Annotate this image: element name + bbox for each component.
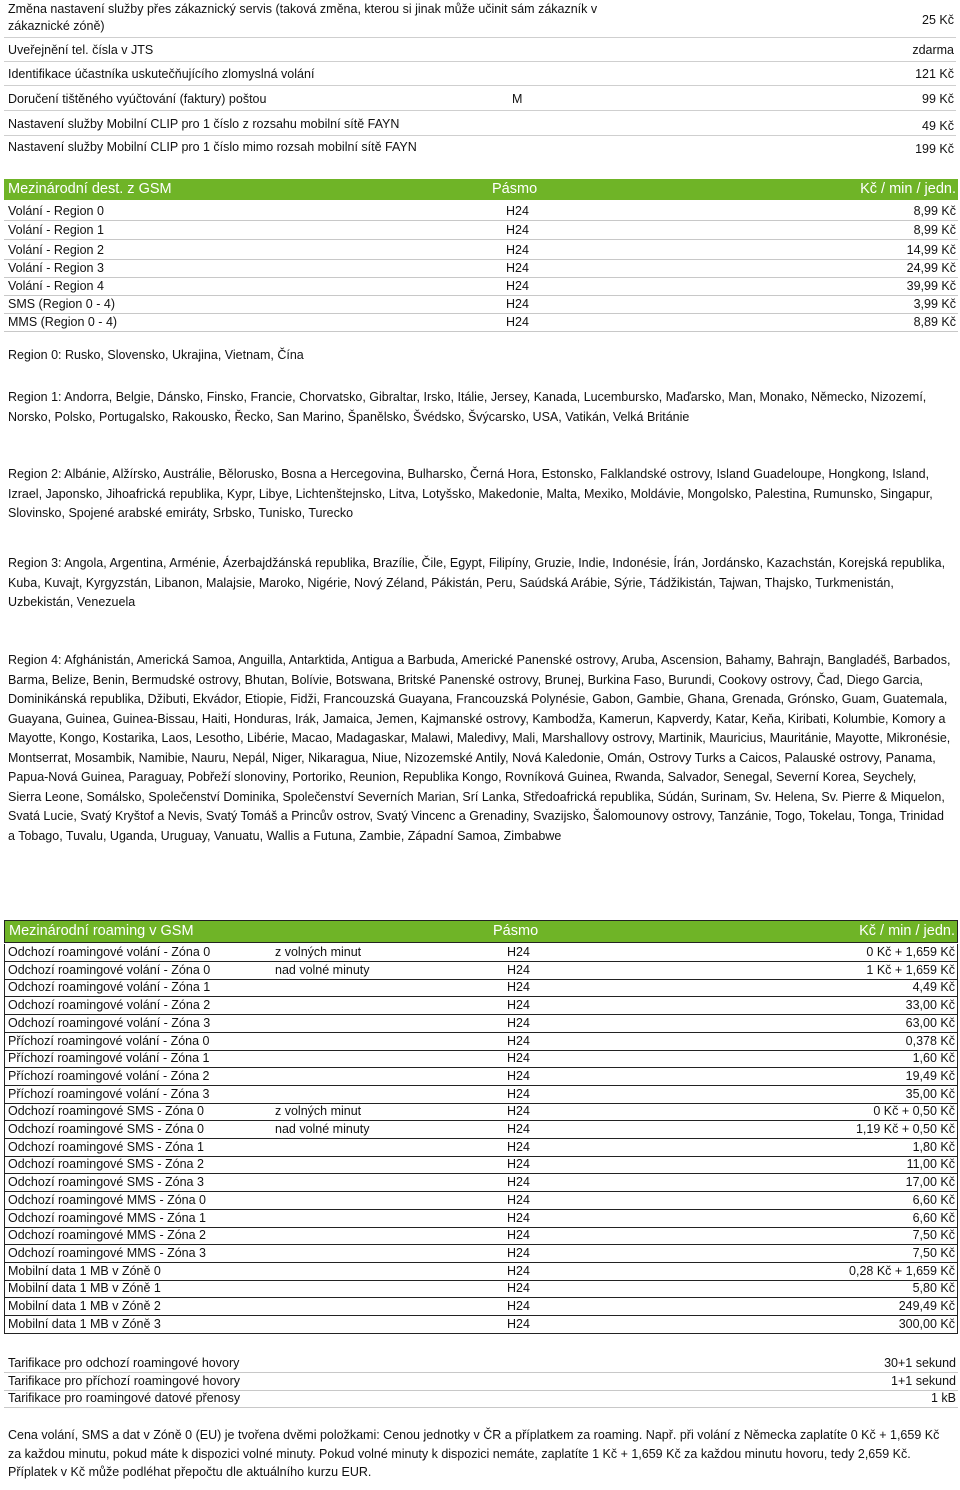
- roaming-row-name: Příchozí roamingové volání - Zóna 2: [8, 1068, 210, 1083]
- roaming-row-zone: H24: [507, 1033, 530, 1048]
- roaming-row: [4, 1086, 958, 1104]
- roaming-row-price: 5,80 Kč: [912, 1281, 955, 1296]
- billing-row: [4, 1354, 958, 1373]
- roaming-row-price: 0 Kč + 1,659 Kč: [866, 945, 955, 959]
- roaming-row: [4, 1139, 958, 1157]
- intl-row-price: 14,99 Kč: [906, 243, 956, 257]
- intl-row-price: 3,99 Kč: [913, 297, 956, 311]
- roaming-row-name: Mobilní data 1 MB v Zóně 2: [8, 1299, 161, 1313]
- fee-row: [4, 64, 956, 86]
- roaming-row-name: Mobilní data 1 MB v Zóně 1: [8, 1281, 161, 1296]
- roaming-row: [4, 1210, 958, 1228]
- roaming-row-note: z volných minut: [275, 945, 362, 959]
- fee-row: [4, 0, 956, 38]
- billing-name: Tarifikace pro odchozí roamingové hovory: [8, 1356, 240, 1370]
- intl-row: [4, 221, 958, 240]
- intl-row: [4, 241, 958, 260]
- roaming-row-name: Odchozí roamingové SMS - Zóna 2: [8, 1157, 204, 1172]
- roaming-row-zone: H24: [507, 945, 530, 959]
- fee-value: 99 Kč: [922, 92, 954, 106]
- roaming-header-col1: Mezinárodní roaming v GSM: [9, 923, 194, 939]
- roaming-row-price: 63,00 Kč: [905, 1015, 955, 1030]
- intl-row-price: 8,99 Kč: [913, 204, 956, 218]
- roaming-row-price: 0,28 Kč + 1,659 Kč: [849, 1263, 955, 1278]
- roaming-row-price: 1,80 Kč: [912, 1139, 955, 1154]
- intl-header: [4, 179, 958, 200]
- fee-mid: M: [512, 92, 523, 106]
- roaming-row: [4, 997, 958, 1015]
- roaming-row-zone: H24: [507, 998, 530, 1013]
- roaming-row-name: Odchozí roamingové volání - Zóna 0: [8, 945, 211, 959]
- roaming-header-col2: Pásmo: [493, 923, 539, 939]
- roaming-row-name: Odchozí roamingové SMS - Zóna 0: [8, 1122, 204, 1136]
- roaming-row-zone: H24: [507, 1104, 530, 1119]
- region-2-text: Region 2: Albánie, Alžírsko, Austrálie, Bělorusko, Bosna a Hercegovina, Bulharsko, Černá Hora, Estonsko, Falklandské ostrovy, Island Guadeloupe, Hongkong, Island, Izrael, Japonsko, Jihoafrická republika, Kypr, Libye, Lichtenštejnsko, Litva, Lotyšsko, Makedonie, Malta, Mexiko, Moldávie, Mongolsko, Palestina, Rumunsko, Singapur, Slovinsko, Spojené arabské emiráty, Srbsko, Tunisko, Turecko: [8, 467, 933, 520]
- roaming-row-price: 7,50 Kč: [912, 1245, 955, 1260]
- roaming-row-zone: H24: [507, 1263, 530, 1278]
- roaming-row-zone: H24: [507, 1281, 530, 1296]
- intl-row-price: 8,99 Kč: [913, 223, 956, 237]
- roaming-row-name: Odchozí roamingové MMS - Zóna 1: [8, 1210, 206, 1225]
- region-1-text: Region 1: Andorra, Belgie, Dánsko, Finsko, Francie, Chorvatsko, Gibraltar, Irsko, Itálie, Jersey, Kanada, Lucembursko, Maďarsko, Man, Monako, Německo, Nizozemí, Norsko, Polsko, Portugalsko, Rakousko, Řecko, San Marino, Španělsko, Švédsko, Švýcarsko, USA, Vatikán, Velká Británie: [8, 390, 927, 424]
- intl-row-name: Volání - Region 0: [8, 204, 104, 218]
- billing-value: 1+1 sekund: [891, 1374, 956, 1388]
- roaming-row-name: Odchozí roamingové MMS - Zóna 3: [8, 1245, 206, 1260]
- roaming-row: [4, 1316, 958, 1334]
- intl-row: [4, 202, 958, 221]
- roaming-row-price: 17,00 Kč: [905, 1175, 955, 1190]
- intl-row: [4, 313, 958, 332]
- roaming-row: [4, 962, 958, 980]
- intl-row-zone: H24: [506, 315, 529, 329]
- roaming-row-name: Odchozí roamingové volání - Zóna 0: [8, 962, 211, 977]
- roaming-row-price: 33,00 Kč: [905, 998, 955, 1013]
- roaming-row-zone: H24: [507, 1157, 530, 1172]
- fee-value: 49 Kč: [922, 119, 954, 133]
- roaming-row-name: Odchozí roamingové volání - Zóna 3: [8, 1015, 211, 1030]
- roaming-row: [4, 1192, 958, 1210]
- intl-row-zone: H24: [506, 297, 529, 311]
- roaming-row-price: 6,60 Kč: [912, 1192, 955, 1207]
- fee-row: [4, 40, 956, 62]
- intl-header-col2: Pásmo: [492, 181, 538, 197]
- roaming-row-zone: H24: [507, 1175, 530, 1190]
- roaming-row-price: 249,49 Kč: [898, 1299, 955, 1313]
- roaming-row-price: 0,378 Kč: [905, 1033, 955, 1048]
- roaming-row: [4, 1263, 958, 1281]
- roaming-row: [4, 1068, 958, 1086]
- roaming-row-name: Odchozí roamingové SMS - Zóna 0: [8, 1104, 204, 1119]
- roaming-row-name: Odchozí roamingové MMS - Zóna 0: [8, 1192, 206, 1207]
- roaming-row: [4, 1174, 958, 1192]
- roaming-header-col3: Kč / min / jedn.: [859, 923, 955, 939]
- roaming-row-zone: H24: [507, 1228, 530, 1243]
- roaming-row-price: 7,50 Kč: [912, 1228, 955, 1243]
- intl-row-price: 39,99 Kč: [906, 279, 956, 293]
- roaming-row-name: Odchozí roamingové volání - Zóna 2: [8, 998, 211, 1013]
- billing-name: Tarifikace pro příchozí roamingové hovory: [8, 1374, 241, 1388]
- roaming-row-name: Mobilní data 1 MB v Zóně 0: [8, 1263, 161, 1278]
- intl-row-zone: H24: [506, 279, 529, 293]
- roaming-row-note: z volných minut: [275, 1104, 362, 1119]
- roaming-row-price: 11,00 Kč: [906, 1157, 955, 1172]
- roaming-row-name: Odchozí roamingové SMS - Zóna 3: [8, 1175, 204, 1190]
- roaming-row-name: Příchozí roamingové volání - Zóna 0: [8, 1033, 210, 1048]
- roaming-row-zone: H24: [507, 1086, 530, 1101]
- fee-value: 199 Kč: [915, 142, 954, 156]
- roaming-row-zone: H24: [507, 1051, 530, 1066]
- fee-label: Nastavení služby Mobilní CLIP pro 1 číslo mimo rozsah mobilní sítě FAYN: [8, 140, 417, 154]
- intl-row-price: 8,89 Kč: [913, 315, 956, 329]
- roaming-row-price: 6,60 Kč: [912, 1210, 955, 1225]
- intl-row-zone: H24: [506, 261, 529, 275]
- intl-row: [4, 277, 958, 296]
- roaming-row: [4, 1156, 958, 1174]
- region-3-text: Region 3: Angola, Argentina, Arménie, Ázerbajdžánská republika, Brazílie, Čile, Egypt, Filipíny, Gruzie, Indie, Indonésie, Írán, Jordánsko, Kazachstán, Korejská republika, Kuba, Kuvajt, Kyrgyzstán, Libanon, Malajsie, Maroko, Nigérie, Nový Zéland, Pákistán, Peru, Saúdská Arábie, Sýrie, Tádžikistán, Tajwan, Thajsko, Turkmenistán, Uzbekistán, Venezuela: [8, 556, 946, 609]
- fee-value: 121 Kč: [915, 67, 954, 81]
- billing-value: 30+1 sekund: [884, 1356, 956, 1370]
- region-4-text: Region 4: Afghánistán, Americká Samoa, Anguilla, Antarktida, Antigua a Barbuda, Americké Panenské ostrovy, Aruba, Ascension, Bahamy, Bahrajn, Bangladéš, Barbados, Barma, Belize, Benin, Bermudské ostrovy, Bhutan, Bolívie, Botswana, Britské Panenské ostrovy, Brunej, Burkina Faso, Burundi, Cookovy ostrovy, Čad, Diego Garcia, Dominikánská republika, Džibuti, Ekvádor, Etiopie, Fidži, Francouzská Guayana, Francouzská Polynésie, Gabon, Gambie, Ghana, Grenada, Grónsko, Guam, Guatemala, Guayana, Guinea, Guinea-Bissau, Haiti, Honduras, Irák, Jamaica, Jemen, Kajmanské ostrovy, Kambodža, Kamerun, Kapverdy, Katar, Keňa, Kiribati, Kolumbie, Komory a Mayotte, Kongo, Kostarika, Laos, Lesotho, Libérie, Macao, Madagaskar, Malawi, Maledivy, Mali, Marshallovy ostrovy, Martinik, Mauricius, Mauritánie, Mayotte, Mikronésie, Montserrat, Mosambik, Namibie, Nauru, Nepál, Niger, Nikaragua, Niue, Nizozemské Antily, Nová Kaledonie, Omán, Ostrovy Turks a Caicos, Palauské ostrovy, Panama, Papua-Nová Guinea, Paraguay, Pobřeží slonoviny, Portoriko, Reunion, Republika Kongo, Rovníková Guinea, Rwanda, Salvador, Senegal, Severní Korea, Seychely, Sierra Leone, Somálsko, Společenství Dominika, Společenství Severních Marian, Srí Lanka, Středoafrická republika, Súdán, Surinam, Sv. Helena, Sv. Pierre & Miquelon, Svatá Lucie, Svatý Kryštof a Nevis, Svatý Tomáš a Princův ostrov, Svatý Vincenc a Grenadiny, Svazijsko, Šalomounovy ostrovy, Tanzánie, Togo, Tokelau, Tonga, Trinidad a Tobago, Tuvalu, Uganda, Uruguay, Vanuatu, Wallis a Futuna, Zambie, Západní Samoa, Zimbabwe: [8, 653, 951, 843]
- roaming-row-price: 35,00 Kč: [905, 1086, 955, 1101]
- roaming-row-name: Odchozí roamingové SMS - Zóna 1: [8, 1139, 204, 1154]
- roaming-row-name: Odchozí roamingové volání - Zóna 1: [8, 980, 211, 995]
- fee-row: [4, 138, 956, 163]
- intl-row-zone: H24: [506, 243, 529, 257]
- fee-label: Nastavení služby Mobilní CLIP pro 1 číslo z rozsahu mobilní sítě FAYN: [8, 117, 400, 131]
- roaming-row: [4, 1050, 958, 1068]
- billing-name: Tarifikace pro roamingové datové přenosy: [8, 1391, 241, 1405]
- fee-label: Doručení tištěného vyúčtování (faktury) poštou: [8, 92, 267, 106]
- fee-row: [4, 113, 956, 136]
- roaming-row-price: 1 Kč + 1,659 Kč: [866, 962, 955, 977]
- roaming-row-note: nad volné minuty: [275, 962, 370, 977]
- roaming-row-name: Příchozí roamingové volání - Zóna 1: [8, 1051, 210, 1066]
- roaming-row-zone: H24: [507, 1299, 530, 1313]
- intl-header-col1: Mezinárodní dest. z GSM: [8, 181, 172, 197]
- roaming-row: [4, 1015, 958, 1033]
- fee-value: 25 Kč: [922, 13, 954, 27]
- roaming-row: [4, 1280, 958, 1298]
- intl-row-name: Volání - Region 1: [8, 223, 104, 237]
- fee-label: Identifikace účastníka uskutečňujícího zlomyslná volání: [8, 67, 315, 81]
- roaming-row-zone: H24: [507, 1316, 530, 1331]
- roaming-row-zone: H24: [507, 1139, 530, 1154]
- roaming-row-name: Mobilní data 1 MB v Zóně 3: [8, 1316, 161, 1331]
- roaming-row-price: 0 Kč + 0,50 Kč: [873, 1104, 955, 1119]
- roaming-row-zone: H24: [507, 1210, 530, 1225]
- roaming-header: [4, 920, 958, 943]
- roaming-row: [4, 1298, 958, 1316]
- roaming-row-zone: H24: [507, 1015, 530, 1030]
- fee-value: zdarma: [912, 43, 954, 57]
- intl-row-name: SMS (Region 0 - 4): [8, 297, 115, 311]
- region-0-text: Region 0: Rusko, Slovensko, Ukrajina, Vietnam, Čína: [8, 348, 304, 362]
- intl-row-name: MMS (Region 0 - 4): [8, 315, 118, 329]
- intl-row-zone: H24: [506, 223, 529, 237]
- roaming-row: [4, 944, 958, 962]
- roaming-row-name: Příchozí roamingové volání - Zóna 3: [8, 1086, 210, 1101]
- roaming-row-zone: H24: [507, 980, 530, 995]
- roaming-row-price: 1,60 Kč: [912, 1051, 955, 1066]
- roaming-row: [4, 1245, 958, 1263]
- intl-row-price: 24,99 Kč: [906, 261, 956, 275]
- intl-row: [4, 295, 958, 314]
- billing-row: [4, 1389, 958, 1408]
- footnote: Cena volání, SMS a dat v Zóně 0 (EU) je tvořena dvěmi položkami: Cenou jednotky v ČR a příplatkem za roaming. Např. při volání z Německa zaplatíte 0 Kč + 1,659 Kč za každou minutu, pokud máte k dispozici volné minuty. Pokud volné minuty k dispozici nemáte, zaplatíte 1 Kč + 1,659 Kč za každou minutu hovoru, tedy 2,659 Kč. Příplatek v Kč může podléhat přepočtu dle aktuálního kurzu EUR.: [8, 1428, 940, 1479]
- intl-row-name: Volání - Region 3: [8, 261, 104, 275]
- roaming-row-zone: H24: [507, 1068, 530, 1083]
- roaming-row-price: 4,49 Kč: [912, 980, 955, 995]
- roaming-row-zone: H24: [507, 1245, 530, 1260]
- roaming-row: [4, 1103, 958, 1121]
- intl-row-name: Volání - Region 4: [8, 279, 104, 293]
- intl-row-name: Volání - Region 2: [8, 243, 104, 257]
- roaming-row-name: Odchozí roamingové MMS - Zóna 2: [8, 1228, 206, 1243]
- roaming-row: [4, 1033, 958, 1051]
- roaming-row-price: 1,19 Kč + 0,50 Kč: [855, 1122, 955, 1136]
- fee-label: Změna nastavení služby přes zákaznický servis (taková změna, kterou si jinak může učinit sám zákazník v zákaznické zóně): [8, 2, 598, 33]
- roaming-row-price: 19,49 Kč: [905, 1068, 955, 1083]
- roaming-row-zone: H24: [507, 1122, 530, 1136]
- intl-row: [4, 259, 958, 278]
- roaming-row: [4, 979, 958, 997]
- roaming-row: [4, 1121, 958, 1139]
- fee-label: Uveřejnění tel. čísla v JTS: [8, 43, 154, 57]
- fee-row: [4, 88, 956, 111]
- billing-value: 1 kB: [930, 1391, 956, 1405]
- roaming-row-zone: H24: [507, 1192, 530, 1207]
- roaming-row-note: nad volné minuty: [275, 1122, 370, 1136]
- intl-row-zone: H24: [506, 204, 529, 218]
- roaming-row: [4, 1227, 958, 1245]
- roaming-row-price: 300,00 Kč: [898, 1316, 955, 1331]
- intl-header-col3: Kč / min / jedn.: [860, 181, 956, 197]
- roaming-row-zone: H24: [507, 962, 530, 977]
